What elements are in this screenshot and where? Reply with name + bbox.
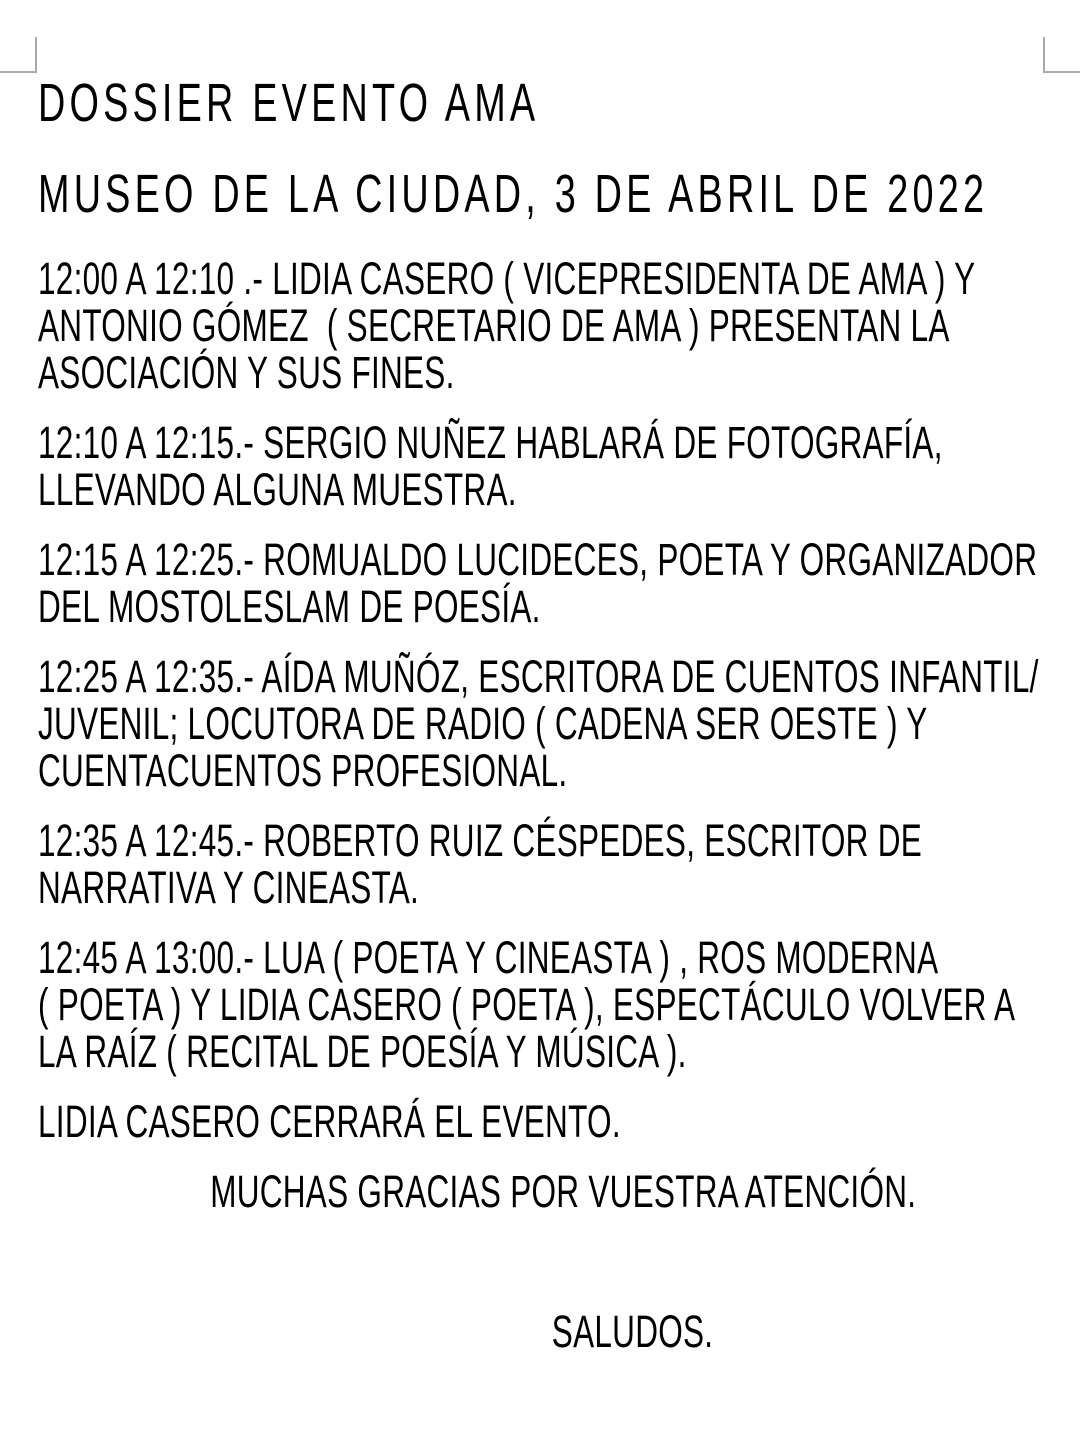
paragraph: 12:15 A 12:25.- ROMUALDO LUCIDECES, POETA Y ORGANIZADOR DEL MOSTOLESLAM DE POESÍA. <box>38 534 1038 632</box>
paragraph: LIDIA CASERO CERRARÁ EL EVENTO. <box>38 1096 621 1147</box>
paragraph: 12:10 A 12:15.- SERGIO NUÑEZ HABLARÁ DE FOTOGRAFÍA, LLEVANDO ALGUNA MUESTRA. <box>38 417 943 515</box>
document-title: DOSSIER EVENTO AMA <box>38 73 540 133</box>
page-margin-corner-top-left <box>35 37 37 73</box>
document-subtitle: MUSEO DE LA CIUDAD, 3 DE ABRIL DE 2022 <box>38 164 989 224</box>
paragraph: 12:35 A 12:45.- ROBERTO RUIZ CÉSPEDES, ESCRITOR DE NARRATIVA Y CINEASTA. <box>38 815 923 913</box>
page-margin-corner-top-left <box>0 71 37 73</box>
paragraph: 12:00 A 12:10 .- LIDIA CASERO ( VICEPRESIDENTA DE AMA ) Y ANTONIO GÓMEZ ( SECRETARIO DE AMA ) PRESENTAN LA ASOCIACIÓN Y SUS FINES. <box>38 253 976 398</box>
paragraph <box>38 1238 1080 1285</box>
paragraph: MUCHAS GRACIAS POR VUESTRA ATENCIÓN. <box>210 1166 917 1217</box>
paragraph: 12:25 A 12:35.- AÍDA MUÑÓZ, ESCRITORA DE CUENTOS INFANTIL/ JUVENIL; LOCUTORA DE RADIO ( CADENA SER OESTE ) Y CUENTACUENTOS PROFESIONAL. <box>38 651 1039 796</box>
paragraph: SALUDOS. <box>551 1306 714 1357</box>
paragraph: 12:45 A 13:00.- LUA ( POETA Y CINEASTA ) , ROS MODERNA ( POETA ) Y LIDIA CASERO ( POETA ), ESPECTÁCULO VOLVER A LA RAÍZ ( RECITAL DE POESÍA Y MÚSICA ). <box>38 932 1016 1077</box>
schedule-paragraphs <box>38 255 1080 1355</box>
document-body <box>38 0 1080 1355</box>
